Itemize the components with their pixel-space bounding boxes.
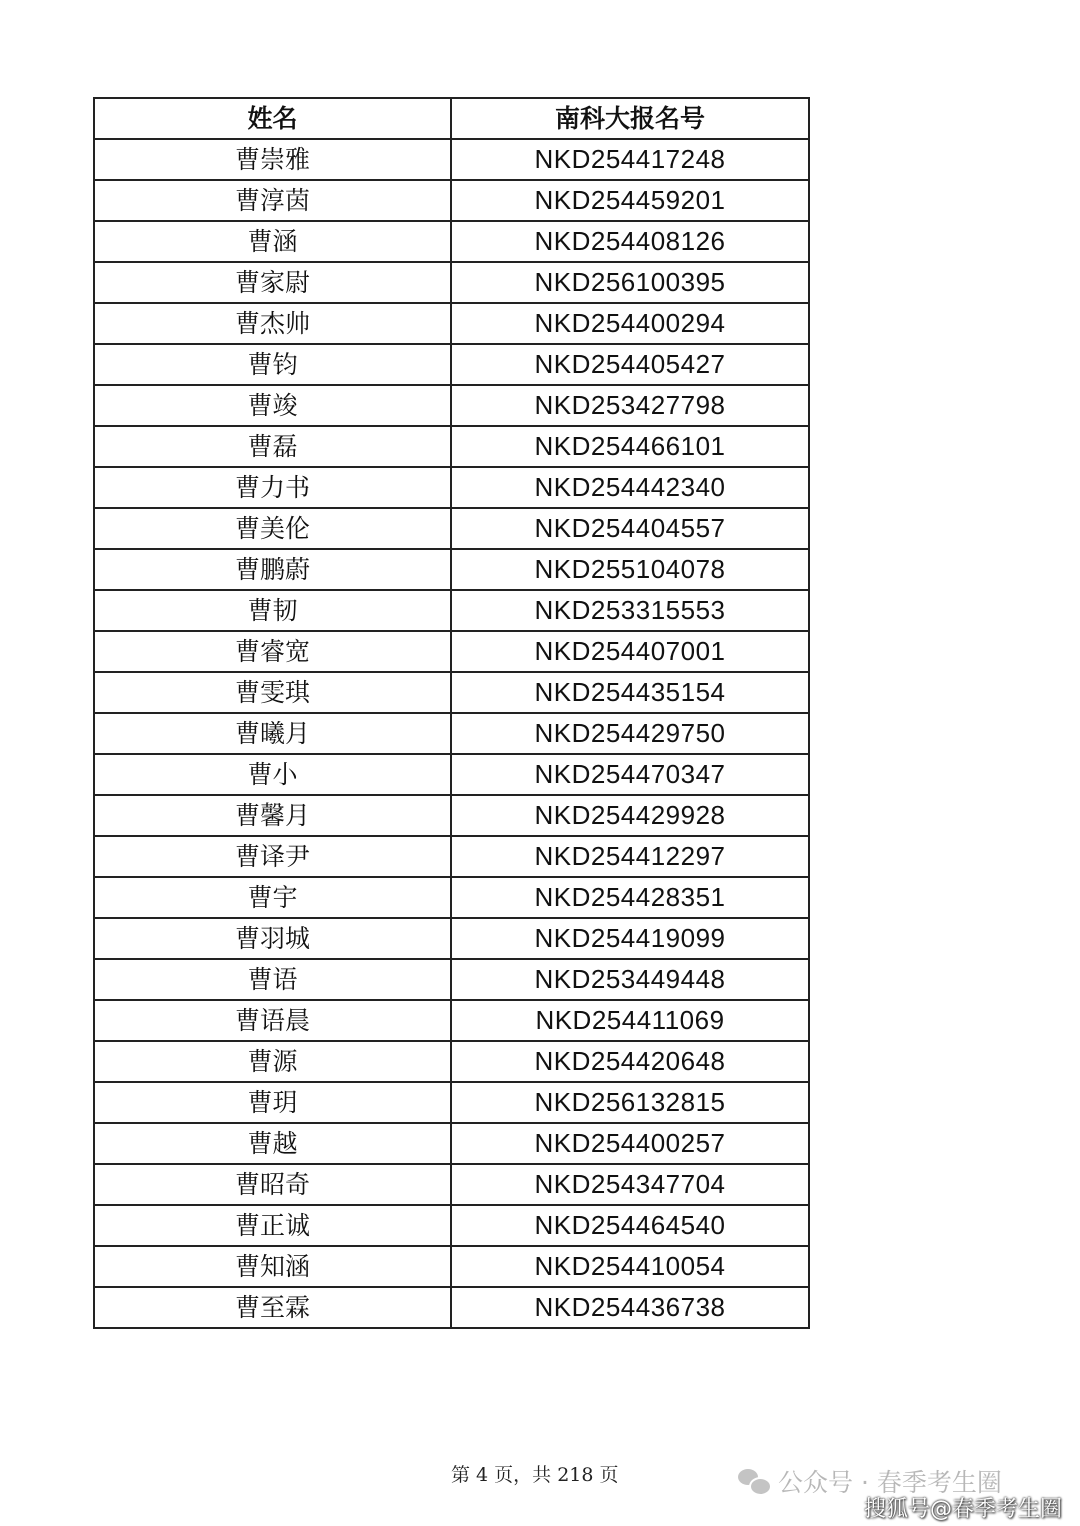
cell-registration-number: NKD254410054 [451,1246,809,1287]
cell-name: 曹睿宽 [94,631,451,672]
wechat-icon [738,1467,770,1495]
cell-name: 曹玥 [94,1082,451,1123]
cell-registration-number: NKD254442340 [451,467,809,508]
cell-name: 曹涵 [94,221,451,262]
cell-registration-number: NKD254420648 [451,1041,809,1082]
cell-name: 曹羽城 [94,918,451,959]
table-row [94,631,809,672]
cell-registration-number: NKD254347704 [451,1164,809,1205]
table-row [94,262,809,303]
cell-name: 曹雯琪 [94,672,451,713]
cell-name: 曹钧 [94,344,451,385]
cell-registration-number: NKD254435154 [451,672,809,713]
cell-name: 曹语 [94,959,451,1000]
cell-name: 曹译尹 [94,836,451,877]
cell-name: 曹曦月 [94,713,451,754]
cell-registration-number: NKD254470347 [451,754,809,795]
cell-registration-number: NKD256132815 [451,1082,809,1123]
page-number: 第 4 页，共 218 页 [451,1464,619,1486]
table-row [94,139,809,180]
cell-registration-number: NKD254411069 [451,1000,809,1041]
cell-registration-number: NKD254466101 [451,426,809,467]
table-row [94,221,809,262]
cell-name: 曹至霖 [94,1287,451,1328]
cell-registration-number: NKD254412297 [451,836,809,877]
cell-registration-number: NKD256100395 [451,262,809,303]
cell-name: 曹崇雅 [94,139,451,180]
column-header-registration-number: 南科大报名号 [451,98,809,139]
cell-name: 曹力书 [94,467,451,508]
table-row [94,590,809,631]
table-row [94,959,809,1000]
cell-name: 曹宇 [94,877,451,918]
table-row [94,1164,809,1205]
cell-name: 曹越 [94,1123,451,1164]
table-row [94,303,809,344]
cell-name: 曹鹏蔚 [94,549,451,590]
cell-registration-number: NKD255104078 [451,549,809,590]
cell-registration-number: NKD254429928 [451,795,809,836]
cell-registration-number: NKD254400294 [451,303,809,344]
cell-name: 曹正诚 [94,1205,451,1246]
table-row [94,877,809,918]
wechat-watermark-text: 公众号 · 春季考生圈 [778,1468,1002,1497]
table-row [94,1041,809,1082]
table-row [94,1123,809,1164]
cell-registration-number: NKD254417248 [451,139,809,180]
cell-registration-number: NKD253427798 [451,385,809,426]
cell-name: 曹家尉 [94,262,451,303]
cell-registration-number: NKD253315553 [451,590,809,631]
cell-registration-number: NKD253449448 [451,959,809,1000]
cell-name: 曹知涵 [94,1246,451,1287]
cell-name: 曹杰帅 [94,303,451,344]
cell-name: 曹美伦 [94,508,451,549]
table-header-row [94,98,809,139]
cell-name: 曹磊 [94,426,451,467]
table-row [94,1000,809,1041]
cell-registration-number: NKD254407001 [451,631,809,672]
table-row [94,467,809,508]
cell-name: 曹昭奇 [94,1164,451,1205]
cell-registration-number: NKD254404557 [451,508,809,549]
table-row [94,1205,809,1246]
cell-name: 曹竣 [94,385,451,426]
table-body [94,139,809,1328]
cell-name: 曹淳茵 [94,180,451,221]
cell-registration-number: NKD254428351 [451,877,809,918]
cell-name: 曹小 [94,754,451,795]
cell-registration-number: NKD254436738 [451,1287,809,1328]
table-row [94,754,809,795]
cell-registration-number: NKD254419099 [451,918,809,959]
registration-table [93,97,810,1329]
table-row [94,508,809,549]
table-row [94,344,809,385]
cell-registration-number: NKD254408126 [451,221,809,262]
table-row [94,1287,809,1328]
table-row [94,549,809,590]
cell-registration-number: NKD254429750 [451,713,809,754]
table-row [94,836,809,877]
column-header-name: 姓名 [94,98,451,139]
cell-name: 曹馨月 [94,795,451,836]
table-row [94,426,809,467]
registration-table-container [93,97,810,1329]
table-row [94,1082,809,1123]
table-row [94,180,809,221]
cell-name: 曹语晨 [94,1000,451,1041]
table-row [94,672,809,713]
table-row [94,795,809,836]
cell-name: 曹源 [94,1041,451,1082]
cell-registration-number: NKD254459201 [451,180,809,221]
cell-registration-number: NKD254464540 [451,1205,809,1246]
cell-registration-number: NKD254400257 [451,1123,809,1164]
table-row [94,1246,809,1287]
table-row [94,385,809,426]
cell-registration-number: NKD254405427 [451,344,809,385]
sohu-watermark: 搜狐号@春季考生圈 [864,1497,1063,1522]
table-row [94,713,809,754]
cell-name: 曹韧 [94,590,451,631]
table-row [94,918,809,959]
